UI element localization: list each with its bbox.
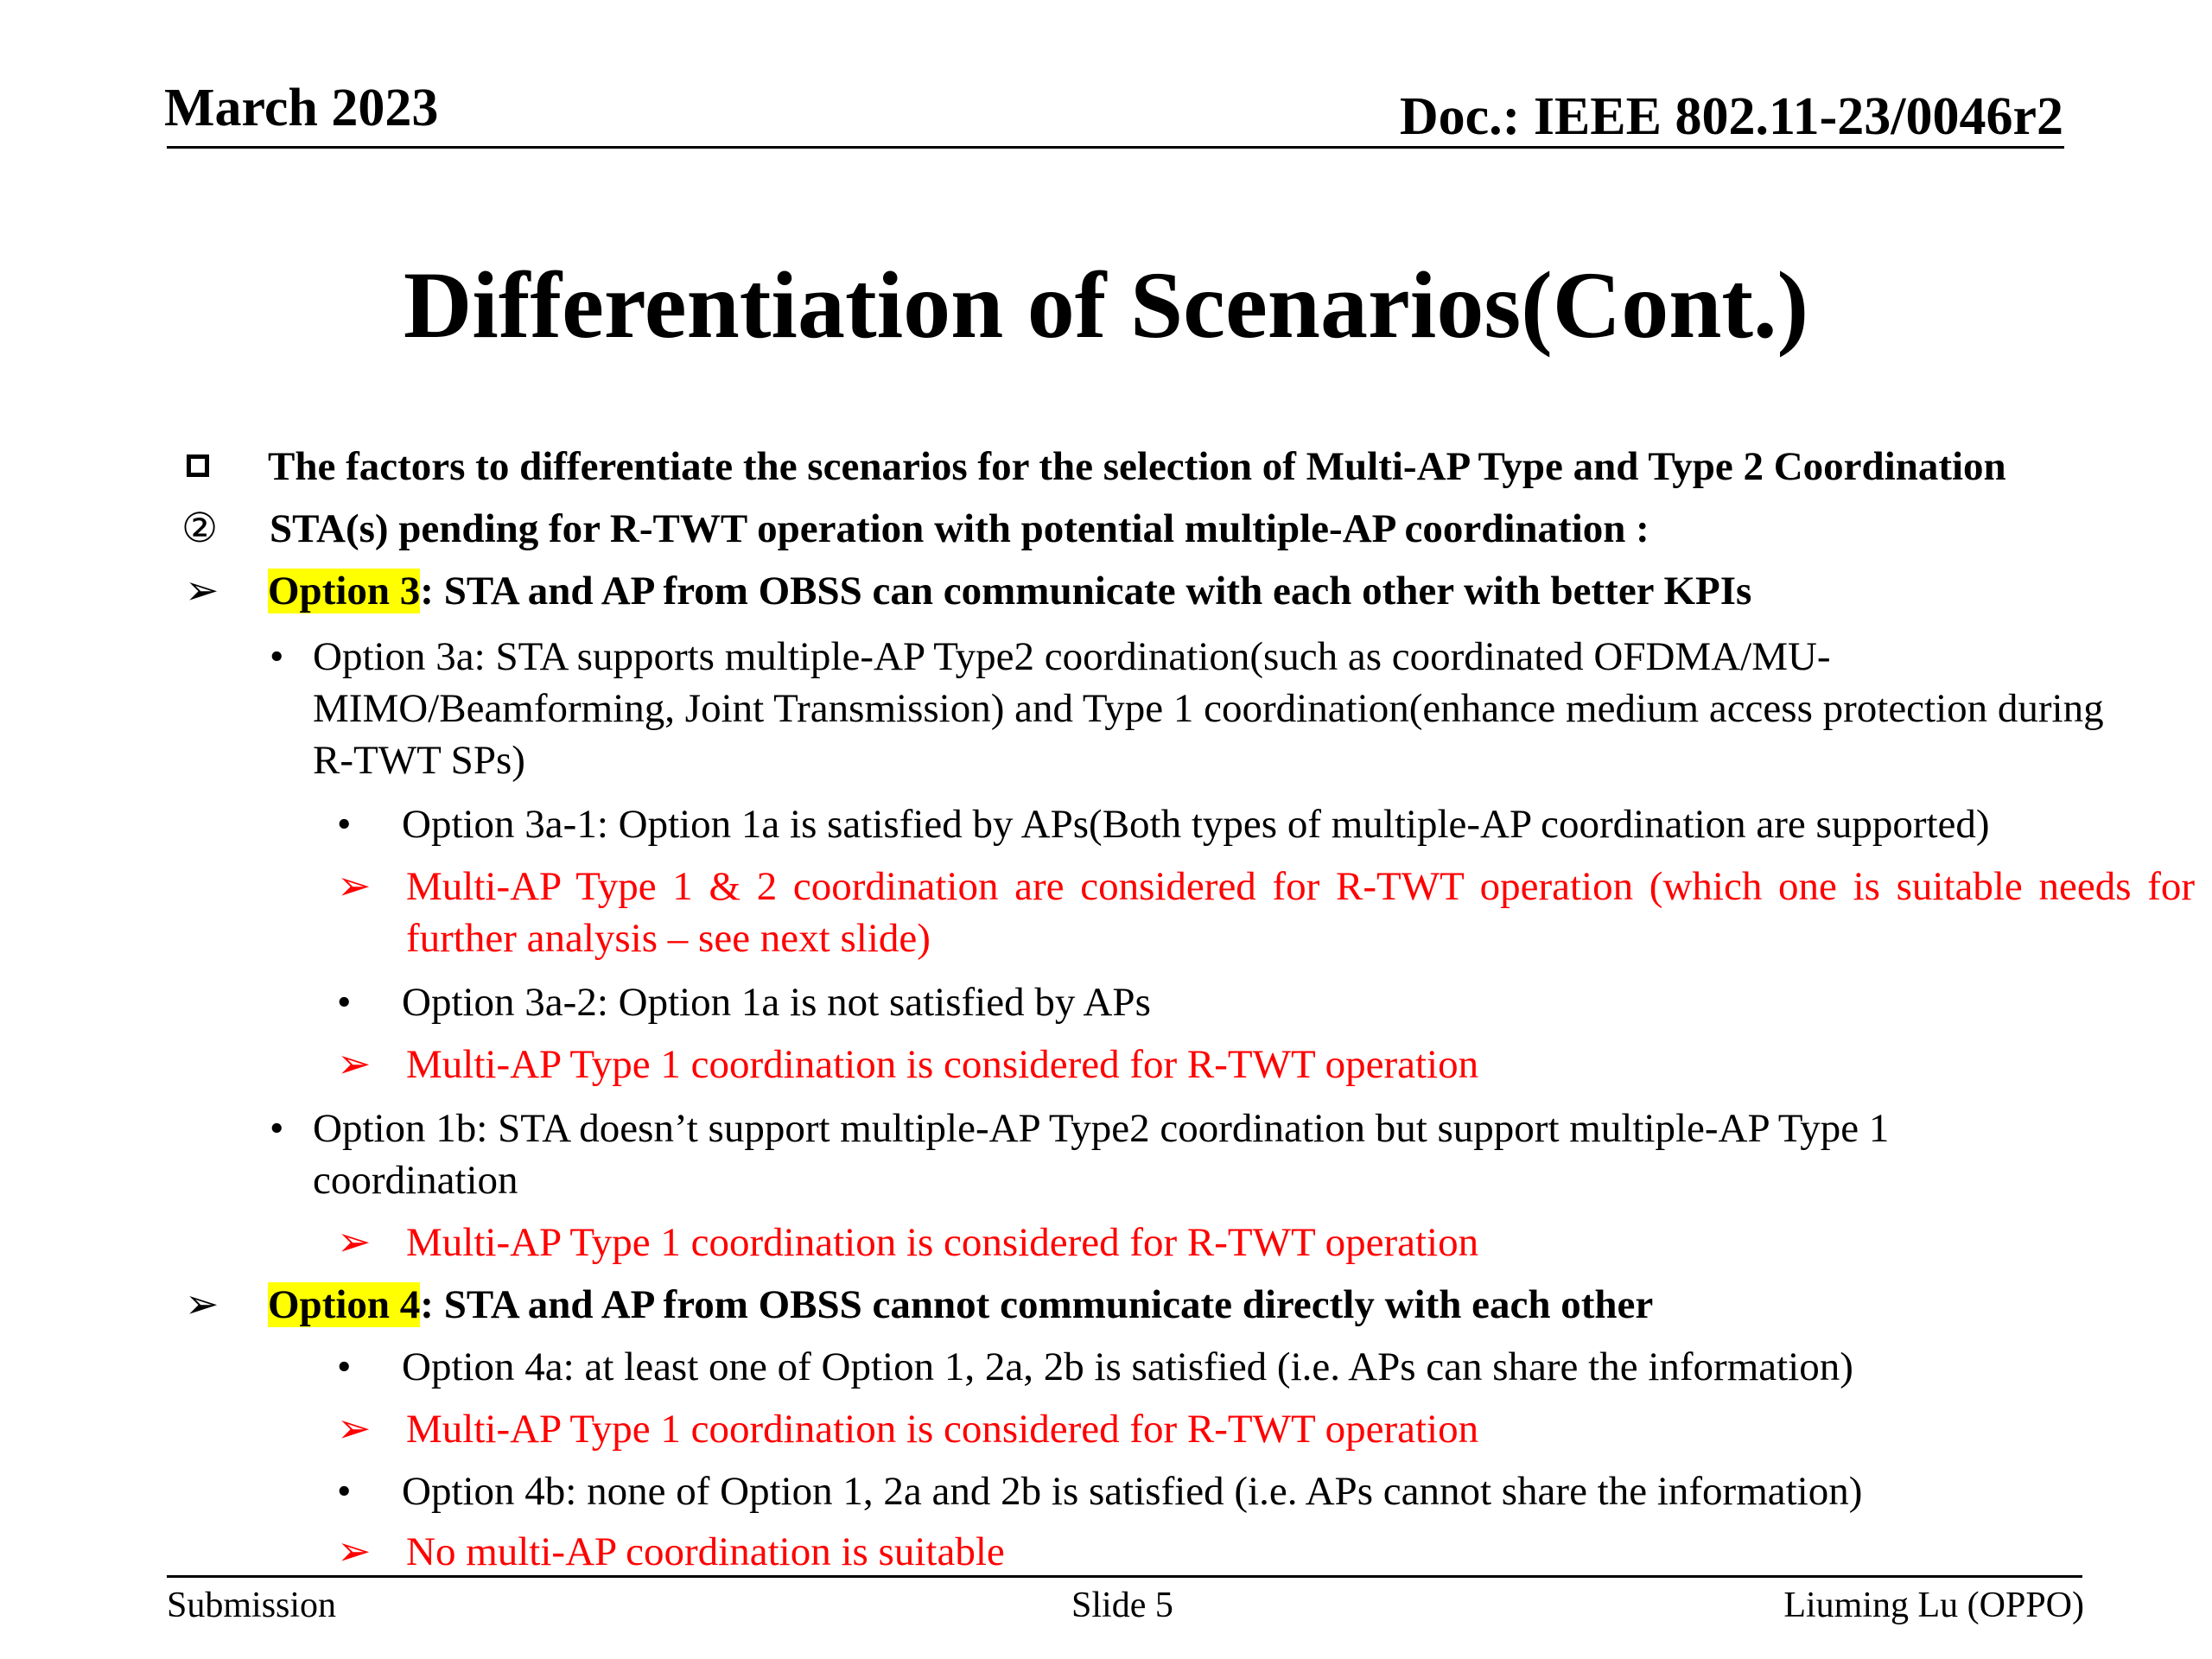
option-3-text: : STA and AP from OBSS can communicate with each other with better KPIs xyxy=(420,569,1752,613)
dot-bullet-icon: • xyxy=(337,1469,352,1514)
option-3-line xyxy=(268,565,1751,617)
arrow-bullet-icon: ➢ xyxy=(337,1529,372,1574)
dot-bullet-icon: • xyxy=(270,634,284,679)
option-3a-1-result: Multi-AP Type 1 & 2 coordination are considered for R-TWT operation (which one is suitable needs for further analysis – see next slide) xyxy=(406,864,2195,961)
footer-slide-number: Slide 5 xyxy=(1071,1586,1173,1625)
option-4a-result: Multi-AP Type 1 coordination is considered for R-TWT operation xyxy=(406,1407,1479,1452)
arrow-bullet-icon: ➢ xyxy=(185,1282,219,1327)
option-3a-2-text: Option 3a-2: Option 1a is not satisfied by APs xyxy=(402,980,1151,1025)
option-3-label: Option 3 xyxy=(268,569,421,613)
bullet-sta-pending: STA(s) pending for R-TWT operation with potential multiple-AP coordination : xyxy=(270,506,1649,551)
option-3a-text: Option 3a: STA supports multiple-AP Type2 coordination(such as coordinated OFDMA/MU-MIMO/Beamforming, Joint Transmission) and Type 1 coordination(enhance medium access protection during R-TWT SPs) xyxy=(313,634,2104,783)
footer-submission: Submission xyxy=(167,1586,337,1625)
circled-two-icon: ② xyxy=(181,506,219,551)
arrow-bullet-icon: ➢ xyxy=(337,864,372,909)
arrow-bullet-icon: ➢ xyxy=(185,569,219,613)
option-4b-result: No multi-AP coordination is suitable xyxy=(406,1529,1005,1574)
arrow-bullet-icon: ➢ xyxy=(337,1407,372,1452)
header-doc-id: Doc.: IEEE 802.11-23/0046r2 xyxy=(1399,87,2063,146)
arrow-bullet-icon: ➢ xyxy=(337,1220,372,1265)
dot-bullet-icon: • xyxy=(337,802,352,847)
dot-bullet-icon: • xyxy=(337,1344,352,1389)
option-3a-1-text: Option 3a-1: Option 1a is satisfied by APs(Both types of multiple-AP coordination are supported) xyxy=(402,802,1990,847)
dot-bullet-icon: • xyxy=(270,1106,284,1151)
option-3a-2-result: Multi-AP Type 1 coordination is considered for R-TWT operation xyxy=(406,1042,1479,1087)
option-4-text: : STA and AP from OBSS cannot communicate directly with each other xyxy=(420,1282,1654,1327)
option-1b-result: Multi-AP Type 1 coordination is considered for R-TWT operation xyxy=(406,1220,1479,1265)
option-4b-text: Option 4b: none of Option 1, 2a and 2b is satisfied (i.e. APs cannot share the information) xyxy=(402,1469,1863,1514)
dot-bullet-icon: • xyxy=(337,980,352,1025)
header-divider xyxy=(167,146,2064,149)
option-1b-text: Option 1b: STA doesn’t support multiple-AP Type2 coordination but support multiple-AP Type 1 coordination xyxy=(313,1106,1890,1203)
footer-author: Liuming Lu (OPPO) xyxy=(1783,1586,2084,1625)
slide-title: Differentiation of Scenarios(Cont.) xyxy=(403,252,1809,358)
option-4-label: Option 4 xyxy=(268,1282,421,1327)
bullet-factors: The factors to differentiate the scenarios for the selection of Multi-AP Type and Type 2 Coordination xyxy=(268,444,2006,489)
option-4-line xyxy=(268,1279,1653,1331)
option-4a-text: Option 4a: at least one of Option 1, 2a, 2b is satisfied (i.e. APs can share the information) xyxy=(402,1344,1853,1389)
arrow-bullet-icon: ➢ xyxy=(337,1042,372,1087)
square-bullet-icon xyxy=(187,454,209,477)
footer-divider xyxy=(167,1575,2082,1578)
header-date: March 2023 xyxy=(164,79,439,137)
